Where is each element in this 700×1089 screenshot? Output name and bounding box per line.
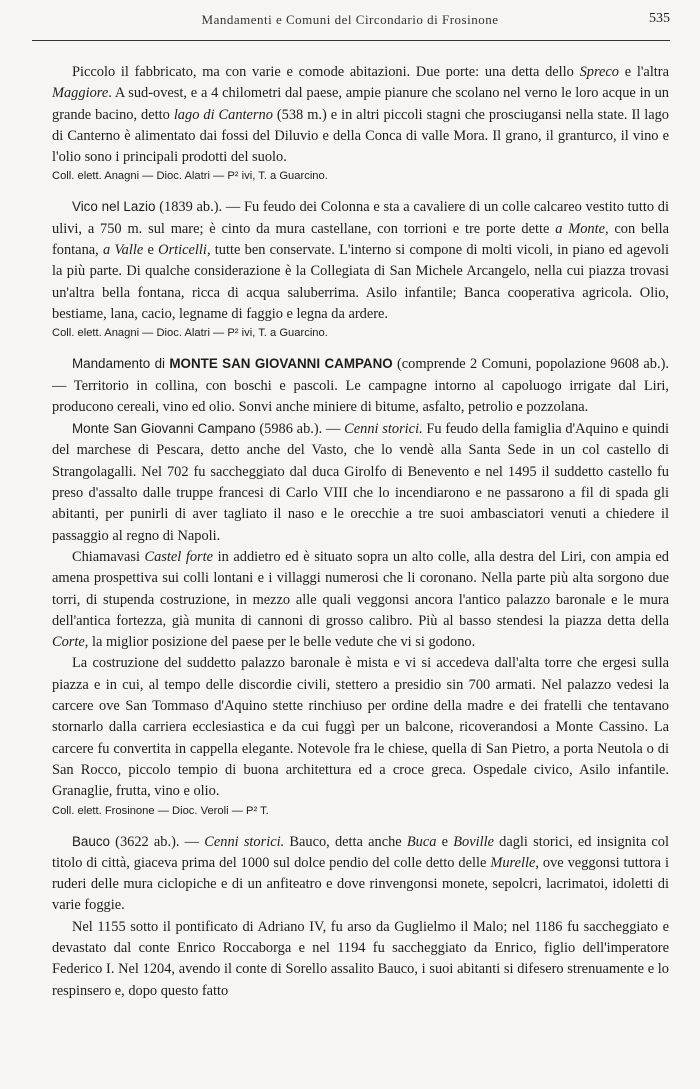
- paragraph-bauco: Bauco (3622 ab.). — Cenni storici. Bauco, detta anche Buca e Boville dagli storici, ed insignita col titolo di città, giaceva prima del 1000 sul dolce pendio del colle detto delle Murelle, ove veggonsi tuttora i ruderi delle mura ciclopiche e di un anfiteatro e dove rinvengonsi monete, sepolcri, lacrimatoi, idoletti di varie foggie.: [52, 833, 670, 914]
- paragraph-bauco-history: Nel 1155 sotto il pontificato di Adriano IV, fu arso da Guglielmo il Malo; nel 1186 fu saccheggiato e devastato dal conte Enrico Roccaborga e nel 1194 fu saccheggiato da Enrico, figlio dell'imperatore Federico I. Nel 1204, avendo il conte di Sorello assalito Bauco, i suoi abitanti si difesero strenuamente e lo respinsero e, dopo questo fatto: [52, 918, 669, 999]
- entry-title: Bauco: [72, 833, 110, 849]
- entry-title: Vico nel Lazio: [72, 199, 156, 215]
- paragraph-piccolo: Piccolo il fabbricato, ma con varie e comode abitazioni. Due porte: una detta dello Spreco e l'altra Maggiore. A sud-ovest, e a 4 chilometri dal paese, ampie pianure che scolano nel verno le loro acque in un grande bacino, detto lago di Canterno (538 m.) e in altri piccoli stagni che prosciugansi nella state. Il lago di Canterno è alimentato dai fossi del Diluvio e della Conca di valle Mora. Il grano, il granturco, il vino e l'olio sono i principali prodotti del suolo.: [52, 64, 670, 166]
- paragraph-mandamento: Mandamento di MONTE SAN GIOVANNI CAMPANO (comprende 2 Comuni, popolazione 9608 ab.). — Territorio in collina, con boschi e pascoli. Le campagne intorno al capoluogo irrigate dal Liri, producono cereali, vino ed olio. Sonvi anche miniere di bitume, asfalto, petrolio e pozzolana.: [52, 356, 669, 415]
- paragraph-palazzo-baronale: La costruzione del suddetto palazzo baronale è mista e vi si accedeva dall'alta torre che ergesi sulla piazza e in cui, al tempo delle discordie civili, stettero a presidio sin 700 armati. Nel palazzo vedesi la carcere ove San Tommaso d'Aquino stette rinchiuso per ordine della madre e dei fratelli che tentavano stornarlo dalla carriera ecclesiastica e da cui fuggì per un balcone, ricoverandosi a Monte Cassino. La carcere fu convertita in cappella elegante. Notevole fra le chiese, quella di San Pietro, a porta Neutola o di San Rocco, piccolo tempio di buona architettura ed a croce greca. Ospedale civico, Asilo infantile. Granaglie, frutta, vino e olio.: [52, 655, 669, 800]
- entry-title: Monte San Giovanni Campano: [72, 421, 256, 437]
- running-head: Mandamenti e Comuni del Circondario di Frosinone: [201, 12, 499, 27]
- mandamento-title: MONTE SAN GIOVANNI CAMPANO: [169, 356, 393, 372]
- collegio-line: Coll. elett. Anagni — Dioc. Alatri — P² ivi, T. a Guarcino.: [52, 170, 328, 183]
- paragraph-castel-forte: Chiamavasi Castel forte in addietro ed è situato sopra un alto colle, alla destra del Liri, con ampia ed amena prospettiva sui colli lontani e i villaggi numerosi che li coronano. Nella parte più alta sorgono due torri, di stupenda costruzione, in mezzo alle quali veggonsi ancora l'antico palazzo baronale e le mura dell'antica fortezza, già munita di cannoni di grosso calibro. Più al basso stendesi la piazza detta della Corte, la miglior posizione del paese per le belle vedute che vi si godono.: [52, 548, 669, 651]
- page-number: 535: [649, 11, 670, 26]
- collegio-line: Coll. elett. Frosinone — Dioc. Veroli — P² T.: [52, 804, 269, 817]
- paragraph-vico-nel-lazio: Vico nel Lazio (1839 ab.). — Fu feudo dei Colonna e sta a cavaliere di un colle calcareo vestito tutto di ulivi, a 750 m. sul mare; è cinto da mura castellane, con torrioni e tre porte dette a Monte, con bella fontana, a Valle e Orticelli, tutte ben conservate. L'interno si compone di molti vicoli, in piano ed agevoli la più parte. Di qualche considerazione è la Collegiata di San Michele Arcangelo, nella cui piazza trovasi un'altra bella fontana, ricca di acqua saluberrima. Asilo infantile; Banca cooperativa agricola. Olio, bestiame, lana, cacio, legname di faggio e legna da ardere.: [52, 199, 669, 322]
- collegio-line: Coll. elett. Anagni — Dioc. Alatri — P² ivi, T. a Guarcino.: [52, 327, 328, 340]
- header-rule: [32, 40, 670, 41]
- paragraph-monte-san-giovanni: Monte San Giovanni Campano (5986 ab.). — Cenni storici. Fu feudo della famiglia d'Aquino e quindi del marchese di Pescara, detto anche del Vasto, che lo vendè alla Santa Sede in un col castello di Strangolagalli. Nel 702 fu saccheggiato dal duca Girolfo di Benevento e nel 1495 il suddetto castello fu preso d'assalto dalle truppe francesi di Carlo VIII che lo incendiarono e ne passarono a fil di spada gli abitanti, per punirli di aver tagliato il naso e le orecchie a tre suoi ambasciatori venuti a chiedere il passaggio al regno di Napoli.: [52, 421, 669, 544]
- page-body: [52, 62, 669, 1002]
- page-header: [30, 9, 670, 31]
